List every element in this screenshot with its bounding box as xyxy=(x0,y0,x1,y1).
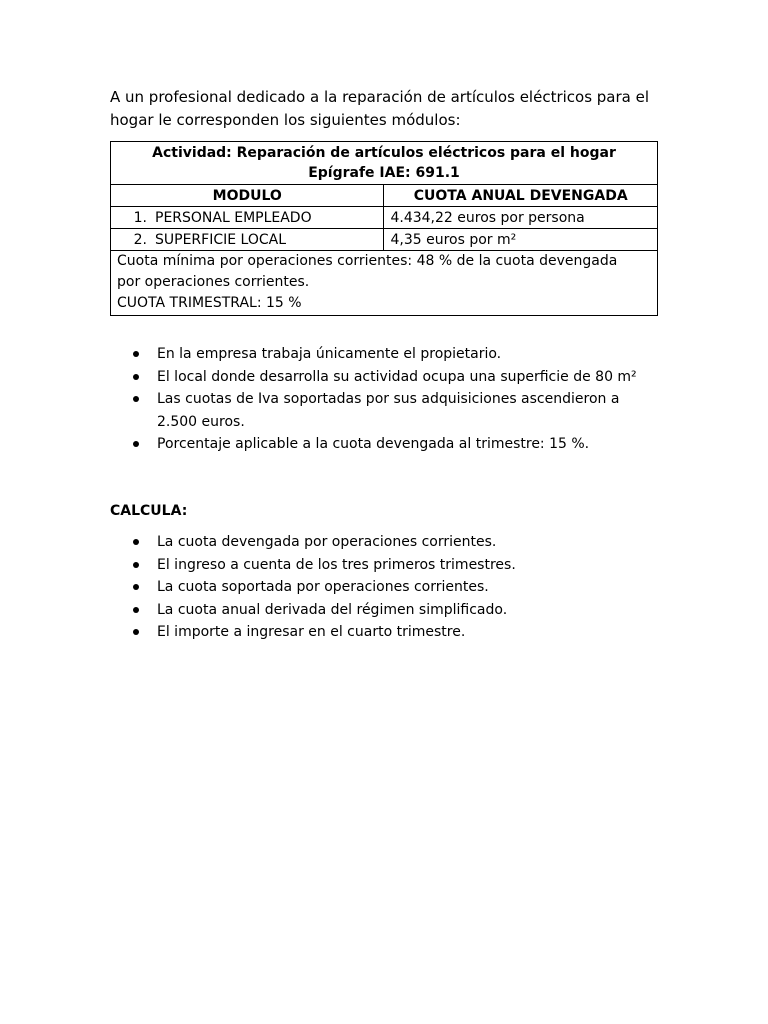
intro-line-1: A un profesional dedicado a la reparación de artículos eléctricos para el xyxy=(110,88,650,106)
bullet-icon xyxy=(133,351,139,357)
column-header-cuota: CUOTA ANUAL DEVENGADA xyxy=(384,185,658,207)
task-text: El ingreso a cuenta de los tres primeros trimestres. xyxy=(157,556,516,573)
row-number: 1. xyxy=(133,209,147,226)
table-row xyxy=(111,229,658,251)
list-item xyxy=(110,576,670,599)
list-item xyxy=(110,599,670,622)
cuota-cell: 4,35 euros por m² xyxy=(384,229,658,251)
facts-list xyxy=(110,343,670,456)
list-item xyxy=(110,621,670,644)
tasks-list xyxy=(110,531,670,644)
modulo-cell xyxy=(111,207,384,229)
row-number: 2. xyxy=(133,231,147,248)
table-title: Actividad: Reparación de artículos eléctricos para el hogar xyxy=(152,145,616,161)
fact-text-continued: 2.500 euros. xyxy=(157,413,245,430)
bullet-icon xyxy=(133,629,139,635)
bullet-icon xyxy=(133,584,139,590)
column-header-modulo: MODULO xyxy=(111,185,384,207)
task-text: La cuota anual derivada del régimen simplificado. xyxy=(157,601,508,618)
fact-text: El local donde desarrolla su actividad ocupa una superficie de 80 m² xyxy=(157,368,637,385)
list-item xyxy=(110,433,670,456)
intro-line-2: hogar le corresponden los siguientes módulos: xyxy=(110,111,461,129)
list-item xyxy=(110,531,670,554)
table-title-row xyxy=(111,142,658,185)
fact-text: Porcentaje aplicable a la cuota devengada al trimestre: 15 %. xyxy=(157,436,590,452)
bullet-icon xyxy=(133,441,139,447)
list-item xyxy=(110,388,670,433)
note-line: Cuota mínima por operaciones corrientes: 48 % de la cuota devengada xyxy=(117,253,618,269)
table-header-row xyxy=(111,185,658,207)
bullet-icon xyxy=(133,396,139,402)
bullet-icon xyxy=(133,374,139,380)
bullet-icon xyxy=(133,562,139,568)
fact-text: En la empresa trabaja únicamente el propietario. xyxy=(157,346,502,362)
modules-table xyxy=(110,141,658,316)
bullet-icon xyxy=(133,607,139,613)
list-item xyxy=(110,554,670,577)
table-title-cell xyxy=(111,142,658,185)
list-item xyxy=(110,343,670,366)
list-item xyxy=(110,366,670,389)
table-notes-cell xyxy=(111,251,658,316)
intro-paragraph xyxy=(110,86,670,132)
table-notes-row xyxy=(111,251,658,316)
bullet-icon xyxy=(133,539,139,545)
modulo-name: SUPERFICIE LOCAL xyxy=(155,231,287,248)
note-line: por operaciones corrientes. xyxy=(117,274,310,290)
table-row xyxy=(111,207,658,229)
fact-text: Las cuotas de Iva soportadas por sus adquisiciones ascendieron a xyxy=(157,391,620,407)
task-text: La cuota devengada por operaciones corrientes. xyxy=(157,534,497,550)
table-subtitle: Epígrafe IAE: 691.1 xyxy=(308,165,460,181)
calcula-heading: CALCULA: xyxy=(110,503,188,519)
modulo-cell xyxy=(111,229,384,251)
modulo-name: PERSONAL EMPLEADO xyxy=(155,209,312,226)
task-text: El importe a ingresar en el cuarto trimestre. xyxy=(157,624,466,640)
cuota-cell: 4.434,22 euros por persona xyxy=(384,207,658,229)
task-text: La cuota soportada por operaciones corrientes. xyxy=(157,579,489,595)
note-line: CUOTA TRIMESTRAL: 15 % xyxy=(117,295,302,311)
